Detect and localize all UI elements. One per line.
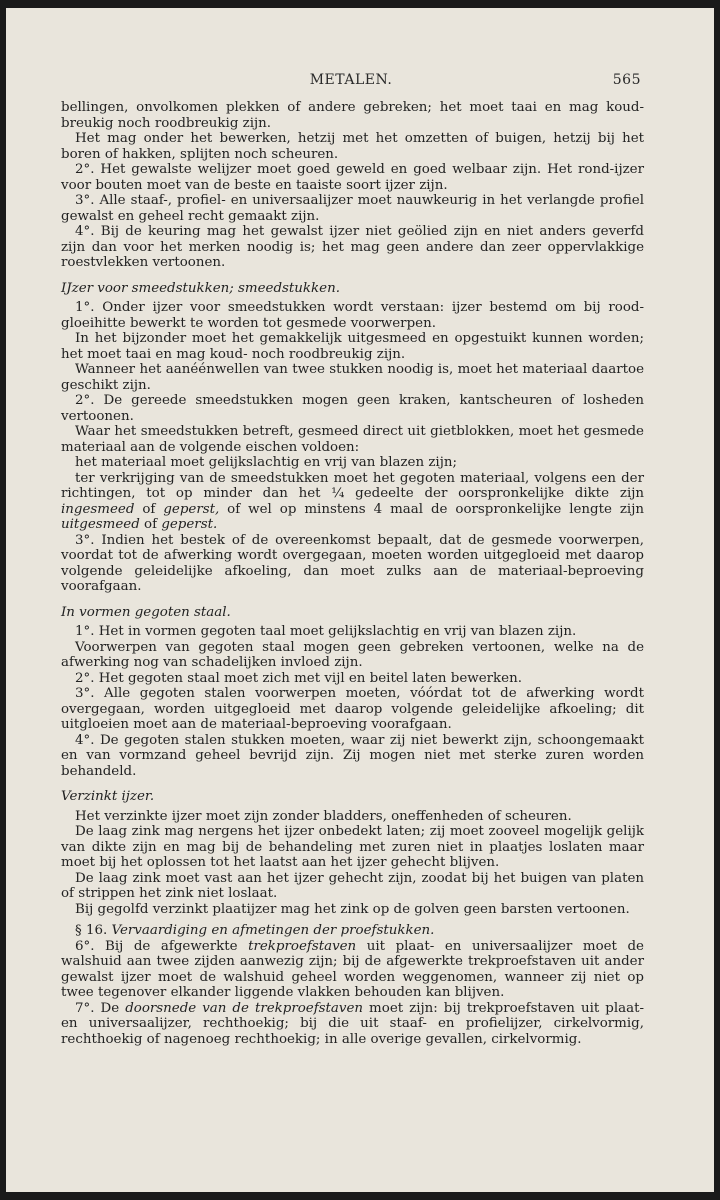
section-title <box>61 923 644 939</box>
page-number: 565 <box>612 72 641 88</box>
paragraph: Voorwerpen van gegoten staal mogen geen gebreken vertoonen, welke na de afwerking nog van schadelijken invloed zijn. <box>61 639 644 670</box>
body-text <box>61 100 644 1047</box>
section-heading: IJzer voor smeedstukken; smeedstukken. <box>61 280 340 296</box>
italic-term: geperst, <box>163 501 220 517</box>
paragraph: Het verzinkte ijzer moet zijn zonder bladders, oneffenheden of scheuren. <box>75 808 572 824</box>
text-run: 7°. De <box>75 1000 126 1016</box>
paragraph: De laag zink moet vast aan het ijzer gehecht zijn, zoodat bij het buigen van platen of strippen het zink niet loslaat. <box>61 870 644 901</box>
paragraph: 3°. Alle staaf-, profiel- en universaalijzer moet nauwkeurig in het verlangde profiel gewalst en geheel recht gemaakt zijn. <box>61 193 644 224</box>
paragraph: 1°. Onder ijzer voor smeedstukken wordt verstaan: ijzer bestemd om bij rood-gloeihitte bewerkt te worden tot gesmede voorwerpen. <box>61 300 644 331</box>
paragraph <box>61 471 644 533</box>
text-run: 6°. Bij de afgewerkte <box>75 938 249 954</box>
paragraph: bellingen, onvolkomen plekken of andere gebreken; het moet taai en mag koud-breukig noch roodbreukig zijn. <box>61 100 644 131</box>
section-title-text: Vervaardiging en afmetingen der proefstukken. <box>111 923 435 938</box>
italic-term: uitgesmeed <box>61 517 140 532</box>
paragraph: Bij gegolfd verzinkt plaatijzer mag het zink op de golven geen barsten vertoonen. <box>75 901 630 917</box>
paragraph <box>61 1001 644 1048</box>
paragraph: Wanneer het aanéénwellen van twee stukken noodig is, moet het materiaal daartoe geschikt zijn. <box>61 362 644 393</box>
paragraph: De laag zink mag nergens het ijzer onbedekt laten; zij moet zooveel mogelijk gelijk van dikte zijn en mag bij de behandeling met zuren niet in plaatjes loslaten maar moet bij het oplossen tot het laatst aan het ijzer gehecht blijven. <box>61 824 644 870</box>
text-run: moet zijn: bij trekproefstaven uit plaat- en universaalijzer, rechthoekig; bij die uit staaf- en profielijzer, cirkelvormig, rechthoekig of nagenoeg rechthoekig; in alle overige gevallen, cirkelvormig. <box>61 1000 644 1047</box>
italic-term: trekproefstaven <box>248 938 357 954</box>
paragraph <box>61 939 644 1001</box>
paragraph: 2°. Het gegoten staal moet zich met vijl en beitel laten bewerken. <box>75 670 522 686</box>
paragraph: 4°. Bij de keuring mag het gewalst ijzer niet geölied zijn en niet anders geverfd zijn dan voor het merken noodig is; het mag geen andere dan zeer oppervlakkige roestvlekken vertoonen. <box>61 224 644 270</box>
section-heading: Verzinkt ijzer. <box>61 789 155 804</box>
paragraph: In het bijzonder moet het gemakkelijk uitgesmeed en opgestuikt kunnen worden; het moet taai en mag koud- noch roodbreukig zijn. <box>61 331 644 362</box>
text-run: uit plaat- en universaalijzer moet de walshuid aan twee zijden aanwezig zijn; bij de afgewerkte trekproefstaven uit ander gewalst ijzer moet de walshuid geheel worden weggenomen, wanneer zij niet op twee tegenover elkander liggende vlakken behouden kan blijven. <box>61 938 644 1000</box>
paragraph: 4°. De gegoten stalen stukken moeten, waar zij niet bewerkt zijn, schoongemaakt en van vormzand geheel bevrijd zijn. Zij mogen niet met sterke zuren worden behandeld. <box>61 732 644 779</box>
italic-term: ingesmeed <box>61 501 135 517</box>
paragraph: 3°. Alle gegoten stalen voorwerpen moeten, vóórdat tot de afwerking wordt overgegaan, worden uitgegloeid met daarop volgende geleidelijke afkoeling; dit uitgloeien moet aan de materiaal-beproeving voorafgaan. <box>61 686 644 732</box>
paragraph: 1°. Het in vormen gegoten taal moet gelijkslachtig en vrij van blazen zijn. <box>75 624 577 639</box>
section-number: § 16. <box>75 923 108 938</box>
italic-term: geperst. <box>161 517 218 532</box>
book-page <box>6 8 714 1192</box>
paragraph: 2°. De gereede smeedstukken mogen geen kraken, kantscheuren of losheden vertoonen. <box>61 393 644 424</box>
text-run: ter verkrijging van de smeedstukken moet het gegoten materiaal, volgens een der richtingen, tot op minder dan het ¼ gedeelte der oorspronkelijke dikte zijn <box>61 470 644 501</box>
paragraph: Het mag onder het bewerken, hetzij met het omzetten of buigen, hetzij bij het boren of hakken, splijten noch scheuren. <box>61 131 644 162</box>
text-run: of wel op minstens 4 maal de oorspronkelijke lengte zijn <box>219 501 644 517</box>
section-heading: In vormen gegoten staal. <box>61 604 231 620</box>
paragraph: 3°. Indien het bestek of de overeenkomst bepaalt, dat de gesmede voorwerpen, voordat tot de afwerking wordt overgegaan, moeten worden uitgegloeid met daarop volgende geleidelijke afkoeling, dan moet zulks aan de materiaal-beproeving voorafgaan. <box>61 532 644 594</box>
paragraph: het materiaal moet gelijkslachtig en vrij van blazen zijn; <box>75 455 457 470</box>
text-run: of <box>139 517 162 532</box>
text-run: of <box>134 501 164 517</box>
running-header <box>61 72 641 94</box>
paragraph: Waar het smeedstukken betreft, gesmeed direct uit gietblokken, moet het gesmede materiaal aan de volgende eischen voldoen: <box>61 424 644 455</box>
italic-term: doorsnede van de trekproefstaven <box>125 1000 364 1016</box>
paragraph: 2°. Het gewalste welijzer moet goed geweld en goed welbaar zijn. Het rond-ijzer voor bouten moet van de beste en taaiste soort ijzer zijn. <box>61 162 644 193</box>
running-title: METALEN. <box>309 72 393 88</box>
